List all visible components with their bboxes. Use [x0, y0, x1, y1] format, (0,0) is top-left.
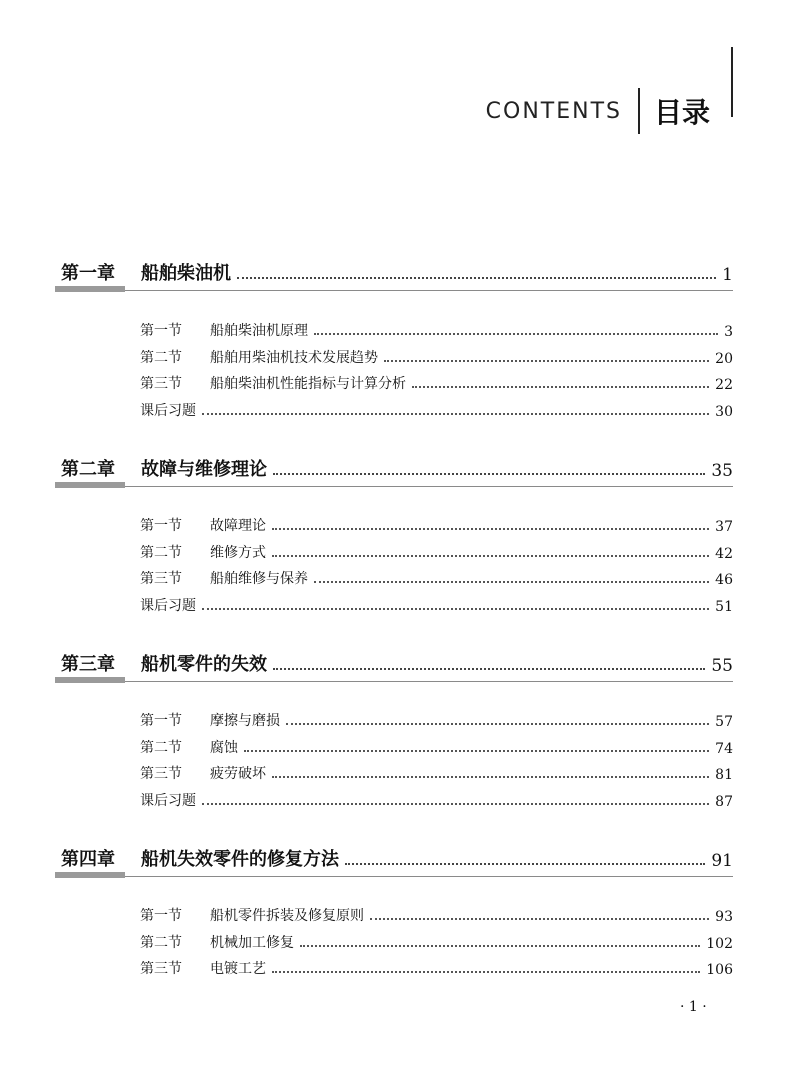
chapter-page: 91	[711, 851, 733, 871]
page-number: · 1 ·	[680, 999, 707, 1015]
dot-leader	[273, 668, 705, 670]
section-title: 课后习题	[140, 598, 196, 614]
section-title: 机械加工修复	[210, 935, 294, 951]
dot-leader	[384, 360, 709, 362]
chapter-title: 船舶柴油机	[141, 263, 231, 284]
contents-heading-en: CONTENTS	[485, 98, 622, 124]
toc-section[interactable]	[140, 761, 733, 783]
toc-section[interactable]	[140, 540, 733, 562]
dot-leader	[272, 555, 709, 557]
dot-leader	[286, 723, 709, 725]
chapter-number: 第一章	[61, 263, 115, 284]
section-page: 87	[715, 794, 733, 810]
chapter-rule	[125, 681, 733, 682]
section-page: 74	[715, 741, 733, 757]
dot-leader	[314, 581, 709, 583]
toc-chapter-1[interactable]	[55, 259, 733, 291]
toc-section[interactable]	[140, 513, 733, 535]
dot-leader	[202, 413, 709, 415]
toc-section[interactable]	[140, 930, 733, 952]
dot-leader	[202, 608, 709, 610]
section-title: 船舶用柴油机技术发展趋势	[210, 350, 378, 366]
toc-section[interactable]	[140, 956, 733, 978]
section-number: 第三节	[140, 766, 182, 782]
section-title: 腐蚀	[210, 740, 238, 756]
section-title: 船舶柴油机原理	[210, 323, 308, 339]
section-title: 课后习题	[140, 403, 196, 419]
chapter-title: 船机零件的失效	[141, 654, 267, 675]
section-page: 37	[715, 519, 733, 535]
chapter-rule	[125, 876, 733, 877]
chapter-marker-bar	[55, 482, 125, 488]
chapter-rule	[125, 486, 733, 487]
section-page: 102	[706, 936, 733, 952]
section-title: 船机零件拆装及修复原则	[210, 908, 364, 924]
dot-leader	[345, 863, 705, 865]
toc-chapter-3[interactable]	[55, 650, 733, 682]
toc-section[interactable]	[140, 903, 733, 925]
section-title: 课后习题	[140, 793, 196, 809]
chapter-number: 第四章	[61, 849, 115, 870]
section-number: 第二节	[140, 350, 182, 366]
section-number: 第一节	[140, 323, 182, 339]
section-title: 电镀工艺	[210, 961, 266, 977]
section-number: 第一节	[140, 713, 182, 729]
section-page: 3	[724, 324, 733, 340]
dot-leader	[272, 971, 700, 973]
section-number: 第一节	[140, 908, 182, 924]
decorative-vertical-line	[731, 47, 733, 117]
dot-leader	[412, 386, 709, 388]
toc-section[interactable]	[140, 708, 733, 730]
section-number: 第三节	[140, 376, 182, 392]
dot-leader	[202, 803, 709, 805]
chapter-page: 55	[711, 656, 733, 676]
toc-section[interactable]	[140, 593, 733, 615]
section-page: 46	[715, 572, 733, 588]
chapter-number: 第二章	[61, 459, 115, 480]
section-page: 20	[715, 351, 733, 367]
chapter-marker-bar	[55, 677, 125, 683]
section-title: 故障理论	[210, 518, 266, 534]
dot-leader	[300, 945, 700, 947]
dot-leader	[272, 776, 709, 778]
dot-leader	[244, 750, 709, 752]
contents-heading-zh: 目录	[653, 96, 710, 129]
section-page: 57	[715, 714, 733, 730]
toc-chapter-4[interactable]	[55, 845, 733, 877]
dot-leader	[370, 918, 709, 920]
header-divider	[638, 88, 640, 134]
chapter-page: 35	[711, 461, 733, 481]
dot-leader	[273, 473, 705, 475]
section-number: 第二节	[140, 740, 182, 756]
section-page: 106	[706, 962, 733, 978]
toc-section[interactable]	[140, 345, 733, 367]
chapter-title: 故障与维修理论	[141, 459, 267, 480]
section-number: 第三节	[140, 961, 182, 977]
chapter-marker-bar	[55, 872, 125, 878]
toc-section[interactable]	[140, 566, 733, 588]
section-title: 维修方式	[210, 545, 266, 561]
section-title: 疲劳破坏	[210, 766, 266, 782]
dot-leader	[237, 277, 716, 279]
section-title: 摩擦与磨损	[210, 713, 280, 729]
toc-section[interactable]	[140, 788, 733, 810]
page-header	[486, 88, 710, 134]
section-page: 42	[715, 546, 733, 562]
section-page: 30	[715, 404, 733, 420]
toc-section[interactable]	[140, 371, 733, 393]
section-number: 第二节	[140, 935, 182, 951]
dot-leader	[272, 528, 709, 530]
toc-section[interactable]	[140, 735, 733, 757]
section-number: 第三节	[140, 571, 182, 587]
toc-chapter-2[interactable]	[55, 455, 733, 487]
chapter-marker-bar	[55, 286, 125, 292]
chapter-title: 船机失效零件的修复方法	[141, 849, 339, 870]
section-number: 第二节	[140, 545, 182, 561]
toc-section[interactable]	[140, 398, 733, 420]
chapter-rule	[125, 290, 733, 291]
section-page: 22	[715, 377, 733, 393]
section-title: 船舶柴油机性能指标与计算分析	[210, 376, 406, 392]
section-title: 船舶维修与保养	[210, 571, 308, 587]
dot-leader	[314, 333, 718, 335]
toc-section[interactable]	[140, 318, 733, 340]
section-page: 81	[715, 767, 733, 783]
section-page: 93	[715, 909, 733, 925]
section-number: 第一节	[140, 518, 182, 534]
chapter-number: 第三章	[61, 654, 115, 675]
section-page: 51	[715, 599, 733, 615]
chapter-page: 1	[722, 265, 733, 285]
